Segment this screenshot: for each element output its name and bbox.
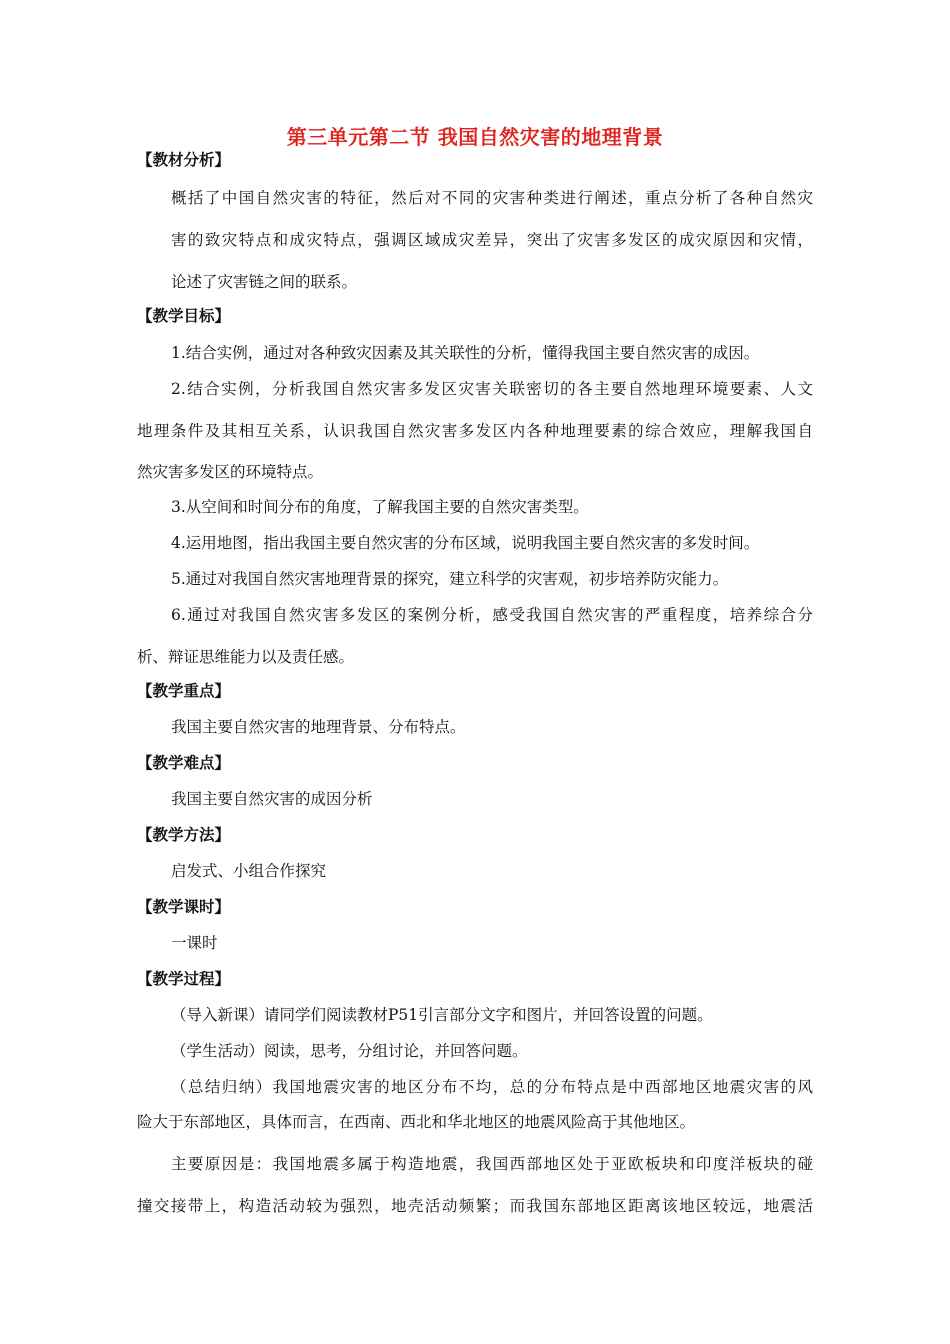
- process-3-line-2: 险大于东部地区，具体而言，在西南、西北和华北地区的地震风险高于其他地区。: [137, 1113, 696, 1131]
- heading-hours: 【教学课时】: [137, 897, 231, 916]
- process-4-line-2: 撞交接带上，构造活动较为强烈，地壳活动频繁；而我国东部地区距离该地区较远，地震活: [137, 1197, 813, 1215]
- method-text: 启发式、小组合作探究: [171, 862, 327, 880]
- heading-goals: 【教学目标】: [137, 306, 231, 325]
- goal-5: 5.通过对我国自然灾害地理背景的探究，建立科学的灾害观，初步培养防灾能力。: [171, 570, 729, 588]
- goal-1: 1.结合实例，通过对各种致灾因素及其关联性的分析，懂得我国主要自然灾害的成因。: [171, 344, 760, 362]
- goal-2-line-1: 2.结合实例，分析我国自然灾害多发区灾害关联密切的各主要自然地理环境要素、人文: [171, 380, 813, 398]
- goal-3: 3.从空间和时间分布的角度，了解我国主要的自然灾害类型。: [171, 498, 589, 516]
- goal-4: 4.运用地图，指出我国主要自然灾害的分布区域，说明我国主要自然灾害的多发时间。: [171, 534, 760, 552]
- difficulty-text: 我国主要自然灾害的成因分析: [171, 790, 373, 808]
- process-2: （学生活动）阅读，思考，分组讨论，并回答问题。: [171, 1042, 528, 1060]
- goal-2-line-3: 然灾害多发区的环境特点。: [137, 463, 324, 481]
- heading-analysis: 【教材分析】: [137, 150, 231, 169]
- analysis-line-2: 害的致灾特点和成灾特点，强调区域成灾差异，突出了灾害多发区的成灾原因和灾情，: [171, 231, 813, 249]
- heading-method: 【教学方法】: [137, 825, 231, 844]
- goal-6-line-2: 析、辩证思维能力以及责任感。: [137, 648, 355, 666]
- analysis-line-3: 论述了灾害链之间的联系。: [171, 273, 358, 291]
- document-title: 第三单元第二节 我国自然灾害的地理背景: [286, 125, 664, 149]
- heading-process: 【教学过程】: [137, 969, 231, 988]
- goal-2-line-2: 地理条件及其相互关系，认识我国自然灾害多发区内各种地理要素的综合效应，理解我国自: [137, 422, 813, 440]
- heading-difficulty: 【教学难点】: [137, 753, 231, 772]
- process-3-line-1: （总结归纳）我国地震灾害的地区分布不均，总的分布特点是中西部地区地震灾害的风: [171, 1078, 813, 1096]
- process-1: （导入新课）请同学们阅读教材P51引言部分文字和图片，并回答设置的问题。: [171, 1006, 713, 1024]
- goal-6-line-1: 6.通过对我国自然灾害多发区的案例分析，感受我国自然灾害的严重程度，培养综合分: [171, 606, 813, 624]
- key-text: 我国主要自然灾害的地理背景、分布特点。: [171, 718, 466, 736]
- analysis-line-1: 概括了中国自然灾害的特征，然后对不同的灾害种类进行阐述，重点分析了各种自然灾: [171, 189, 813, 207]
- heading-key: 【教学重点】: [137, 681, 231, 700]
- process-4-line-1: 主要原因是：我国地震多属于构造地震，我国西部地区处于亚欧板块和印度洋板块的碰: [171, 1155, 813, 1173]
- hours-text: 一课时: [171, 934, 218, 952]
